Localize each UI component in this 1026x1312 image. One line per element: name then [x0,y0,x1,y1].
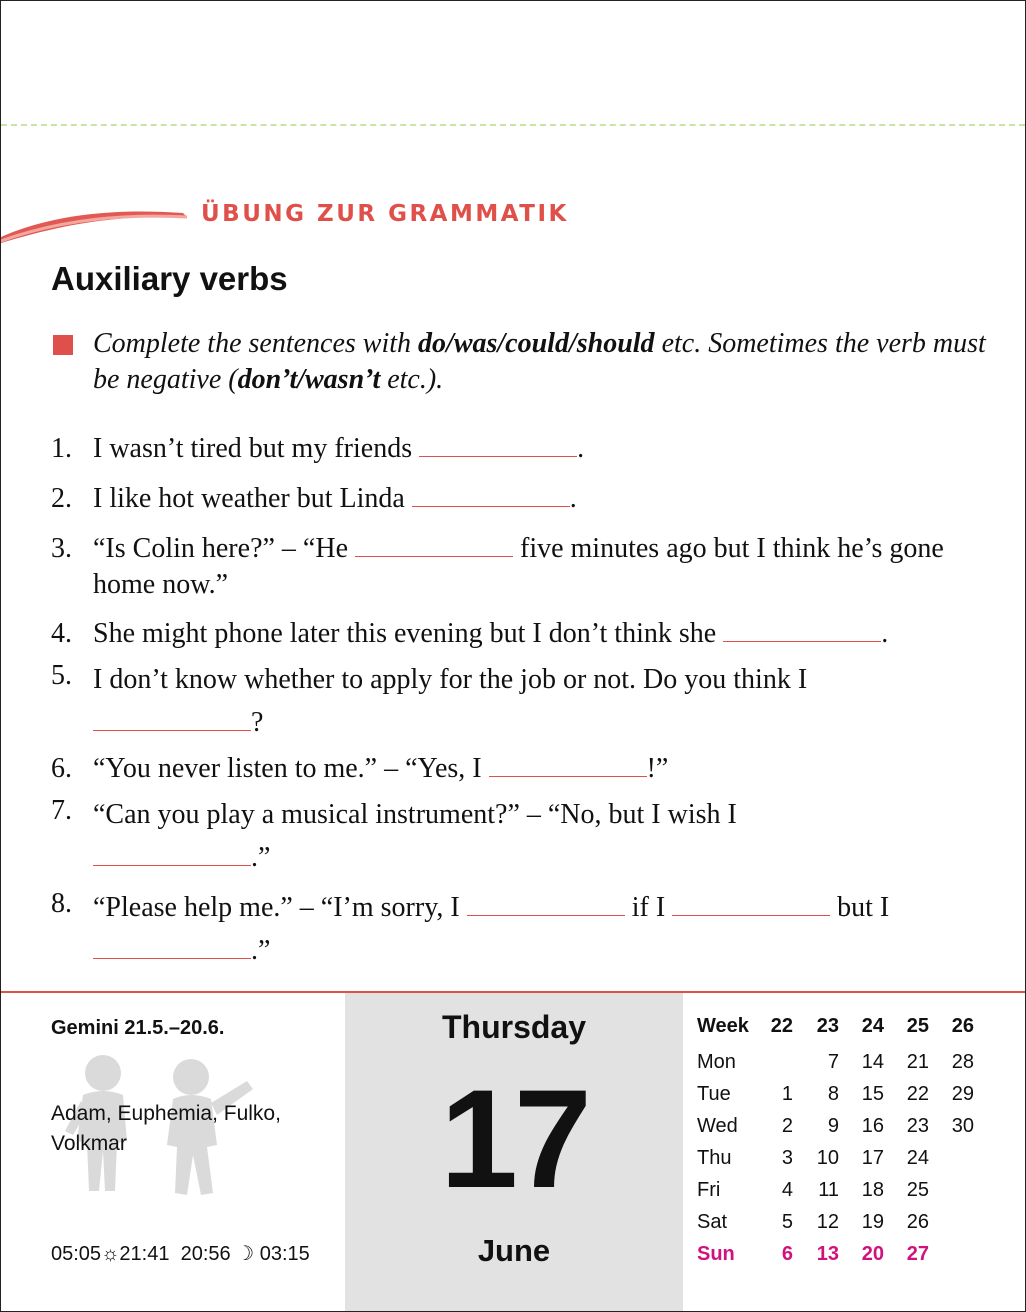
calendar-row: Sat 5 12 19 26 [697,1211,929,1233]
calendar-row: Thu 3 10 17 24 [697,1147,929,1169]
calendar-row: Wed 2 9 16 23 30 [697,1115,974,1137]
answer-blank[interactable] [93,708,251,731]
calendar-page: ÜBUNG ZUR GRAMMATIK Auxiliary verbs Complete the sentences with do/was/could/should etc. Sometimes the verb must be negative (don’t/wasn’t etc.). 1. I wasn’t tired but my friends . 2. I like hot weather but Linda . 3. “Is Colin here?” – “He five minutes ago but I think he’s gone home now.” 4. She might phone later this evening but I don’t think she . 5. I don’t know whether to apply for the job or not. Do you think I ? 6. “You never listen to me.” – “Yes, I !” 7. “Can you play a musical instrument?” – “No, but I wish I .” 8. “Please help me.” – “I’m sorry, I if I but I .” Gemini 21.5.–20.6. Adam, Euphemia, Fulko, Volkmar 05:05☼21:41 20:56 ☽ 03:15 Thursday 17 June Week 22 23 24 25 26 Mon 7 14 21 28 Tue 1 8 15 22 29 Wed 2 9 16 23 30 Thu 3 10 17 24 Fri 4 11 18 25 Sat 5 12 19 26 Sun 6 13 20 27 [0,0,1026,1312]
answer-blank[interactable] [419,434,577,457]
answer-blank[interactable] [93,936,251,959]
calendar-row-sunday: Sun 6 13 20 27 [697,1243,929,1265]
answer-blank[interactable] [93,843,251,866]
calendar-row: Fri 4 11 18 25 [697,1179,929,1201]
perforation-line [1,124,1025,126]
section-label: ÜBUNG ZUR GRAMMATIK [201,201,569,227]
answer-blank[interactable] [467,893,625,916]
answer-blank[interactable] [489,754,647,777]
answer-blank[interactable] [355,534,513,557]
day-number: 17 [440,1060,588,1217]
page-title: Auxiliary verbs [51,260,288,297]
weekday-name: Thursday [441,1009,587,1045]
zodiac-sign: Gemini 21.5.–20.6. [51,1017,225,1039]
calendar-week-header: Week 22 23 24 25 26 [697,1015,974,1037]
sun-icon: ☼ [101,1243,120,1265]
calendar-row: Mon 7 14 21 28 [697,1051,974,1073]
answer-blank[interactable] [672,893,830,916]
instruction-text: Complete the sentences with do/was/could/should etc. Sometimes the verb must be negative (don’t/wasn’t etc.). [93,328,986,395]
sun-moon-times: 05:05☼21:41 20:56 ☽ 03:15 [51,1243,310,1265]
brush-swoosh-icon [1,197,191,243]
instruction-bullet-icon [53,335,73,355]
month-name: June [477,1233,551,1268]
calendar-row: Tue 1 8 15 22 29 [697,1083,974,1105]
moon-icon: ☽ [236,1243,255,1265]
name-days: Adam, Euphemia, Fulko, Volkmar [51,1102,281,1155]
answer-blank[interactable] [723,619,881,642]
answer-blank[interactable] [412,484,570,507]
